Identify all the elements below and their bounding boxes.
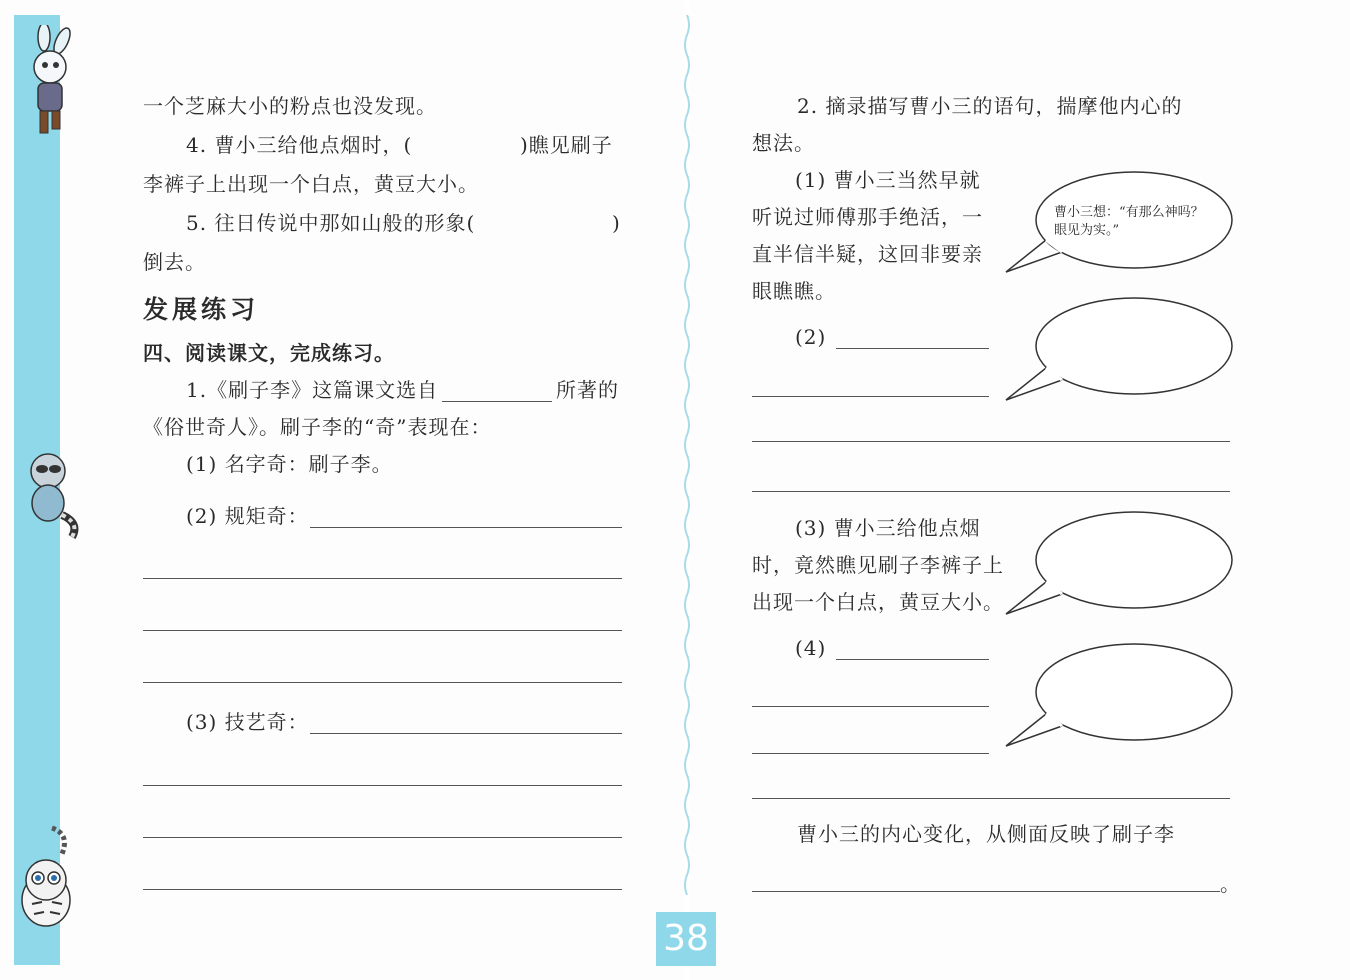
speech-bubble-1: [1002, 168, 1238, 278]
question-4-part-c: 李裤子上出现一个白点，黄豆大小。: [143, 172, 479, 196]
exercise-2-item-1-line: 眼瞧瞧。: [752, 279, 836, 303]
answer-line[interactable]: [752, 441, 1230, 442]
exercise-1-item-1: (1) 名字奇：刷子李。: [186, 452, 393, 476]
rules-answer-line[interactable]: [143, 682, 622, 683]
rules-answer-line[interactable]: [143, 578, 622, 579]
speech-bubble-3[interactable]: [1002, 510, 1238, 620]
answer-line[interactable]: [836, 659, 989, 660]
answer-line[interactable]: [752, 753, 989, 754]
exercise-2-item-3-line: 出现一个白点，黄豆大小。: [752, 590, 1004, 614]
speech-bubble-2[interactable]: [1002, 296, 1238, 406]
skill-answer-line[interactable]: [143, 889, 622, 890]
exercise-1-item-2: (2) 规矩奇：: [186, 504, 309, 528]
spine-decoration: [683, 15, 691, 895]
author-answer-line[interactable]: [442, 401, 552, 402]
bubble-1-text: 曹小三想：“有那么神吗？: [1054, 205, 1204, 220]
rules-answer-line[interactable]: [143, 630, 622, 631]
conclusion-answer-line[interactable]: [752, 891, 1220, 892]
exercise-2-part-b: 想法。: [752, 131, 815, 155]
exercise-2-item-3-line: (3) 曹小三给他点烟: [795, 516, 981, 540]
page-number: 38: [663, 918, 709, 959]
bubble-1-text: 眼见为实。”: [1054, 223, 1120, 238]
exercise-1-part-b: 所著的: [556, 378, 619, 402]
raccoon-mascot-icon: [14, 445, 84, 540]
section-4-heading: 四、阅读课文，完成练习。: [143, 341, 395, 365]
exercise-2-item-3-line: 时，竟然瞧见刷子李裤子上: [752, 553, 1004, 577]
answer-line[interactable]: [752, 396, 989, 397]
exercise-1-part-c: 《俗世奇人》。刷子李的“奇”表现在：: [143, 415, 492, 439]
conclusion-text: 曹小三的内心变化，从侧面反映了刷子李: [797, 822, 1175, 846]
answer-line[interactable]: [752, 491, 1230, 492]
question-4-part-b: )瞧见刷子: [520, 133, 613, 157]
exercise-1-part-a: 1.《刷子李》这篇课文选自: [186, 378, 439, 402]
question-5-part-c: 倒去。: [143, 250, 206, 274]
skill-answer-line[interactable]: [310, 733, 622, 734]
text-line: 一个芝麻大小的粉点也没发现。: [143, 94, 437, 118]
question-4-part-a: 4. 曹小三给他点烟时，(: [186, 133, 413, 157]
answer-line[interactable]: [752, 798, 1230, 799]
answer-line[interactable]: [836, 348, 989, 349]
answer-line[interactable]: [752, 706, 989, 707]
tiger-mascot-icon: [12, 820, 82, 935]
question-5-part-b: ): [612, 211, 621, 235]
exercise-2-item-1-line: (1) 曹小三当然早就: [795, 168, 981, 192]
conclusion-period: 。: [1220, 872, 1241, 896]
exercise-2-item-4: (4): [795, 636, 827, 660]
exercise-2-part-a: 2. 摘录描写曹小三的语句，揣摩他内心的: [797, 94, 1183, 118]
exercise-1-item-3: (3) 技艺奇：: [186, 710, 309, 734]
exercise-2-item-2: (2): [795, 325, 827, 349]
exercise-2-item-1-line: 直半信半疑，这回非要亲: [752, 242, 983, 266]
rules-answer-line[interactable]: [310, 527, 622, 528]
exercise-2-item-1-line: 听说过师傅那手绝活，一: [752, 205, 983, 229]
development-practice-heading: 发展练习: [143, 295, 260, 324]
question-5-part-a: 5. 往日传说中那如山般的形象(: [186, 211, 476, 235]
speech-bubble-4[interactable]: [1002, 642, 1238, 752]
rabbit-mascot-icon: [14, 25, 84, 140]
skill-answer-line[interactable]: [143, 785, 622, 786]
skill-answer-line[interactable]: [143, 837, 622, 838]
